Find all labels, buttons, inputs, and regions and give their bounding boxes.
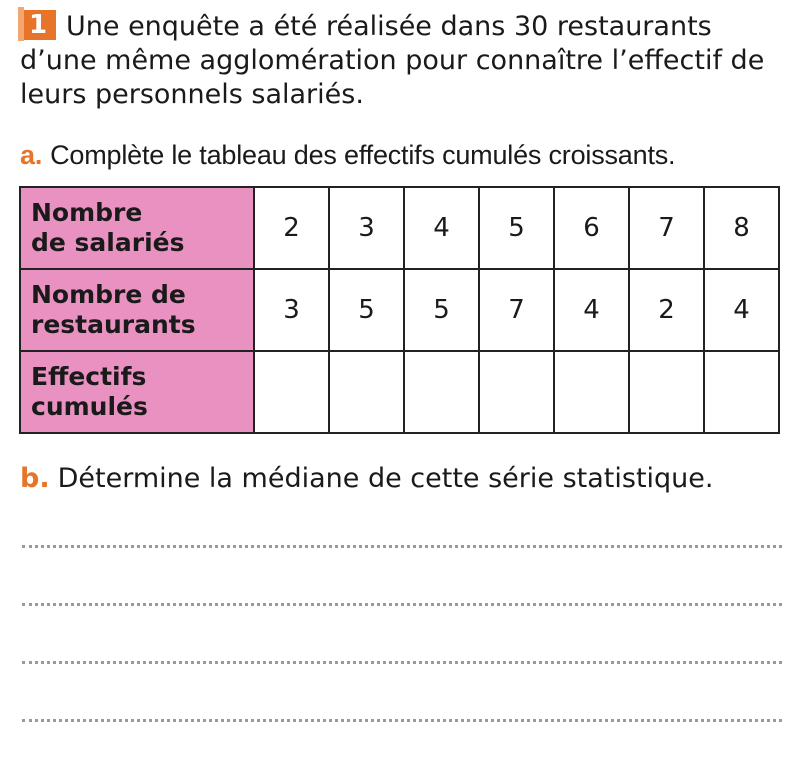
answer-line[interactable] bbox=[22, 603, 782, 606]
row-header-salaries: Nombre de salariés bbox=[20, 187, 254, 269]
question-b-letter: b. bbox=[20, 463, 50, 494]
frequency-table bbox=[19, 186, 780, 434]
table-cell: 7 bbox=[629, 187, 704, 269]
answer-cell[interactable] bbox=[704, 351, 779, 433]
question-b-text: Détermine la médiane de cette série statistique. bbox=[57, 463, 714, 494]
answer-cell[interactable] bbox=[404, 351, 479, 433]
table-row-cumulative bbox=[20, 351, 779, 433]
table-cell: 8 bbox=[704, 187, 779, 269]
answer-line[interactable] bbox=[22, 545, 782, 548]
table-cell: 3 bbox=[254, 269, 329, 351]
table-cell: 4 bbox=[554, 269, 629, 351]
table-cell: 5 bbox=[329, 269, 404, 351]
answer-cell[interactable] bbox=[329, 351, 404, 433]
intro-text: Une enquête a été réalisée dans 30 restaurants d’une même agglomération pour connaître l’effectif de leurs personnels salariés. bbox=[20, 11, 765, 110]
question-a-text: Complète le tableau des effectifs cumulés croissants. bbox=[50, 140, 676, 170]
table-cell: 3 bbox=[329, 187, 404, 269]
answer-cell[interactable] bbox=[254, 351, 329, 433]
row-header-restaurants: Nombre de restaurants bbox=[20, 269, 254, 351]
table-row-salaries bbox=[20, 187, 779, 269]
table-row-restaurants bbox=[20, 269, 779, 351]
answer-line[interactable] bbox=[22, 661, 782, 664]
row-header-cumulative: Effectifs cumulés bbox=[20, 351, 254, 433]
exercise-number-badge: 1 bbox=[20, 10, 56, 40]
answer-cell[interactable] bbox=[554, 351, 629, 433]
table-cell: 5 bbox=[479, 187, 554, 269]
answer-line[interactable] bbox=[22, 719, 782, 722]
table-cell: 2 bbox=[629, 269, 704, 351]
table-cell: 2 bbox=[254, 187, 329, 269]
question-b bbox=[20, 462, 713, 496]
exercise-intro bbox=[20, 10, 795, 112]
table-cell: 6 bbox=[554, 187, 629, 269]
table-cell: 4 bbox=[404, 187, 479, 269]
question-a bbox=[20, 138, 675, 172]
answer-cell[interactable] bbox=[629, 351, 704, 433]
answer-cell[interactable] bbox=[479, 351, 554, 433]
table-cell: 7 bbox=[479, 269, 554, 351]
table-cell: 4 bbox=[704, 269, 779, 351]
question-a-letter: a. bbox=[20, 140, 43, 170]
table-cell: 5 bbox=[404, 269, 479, 351]
